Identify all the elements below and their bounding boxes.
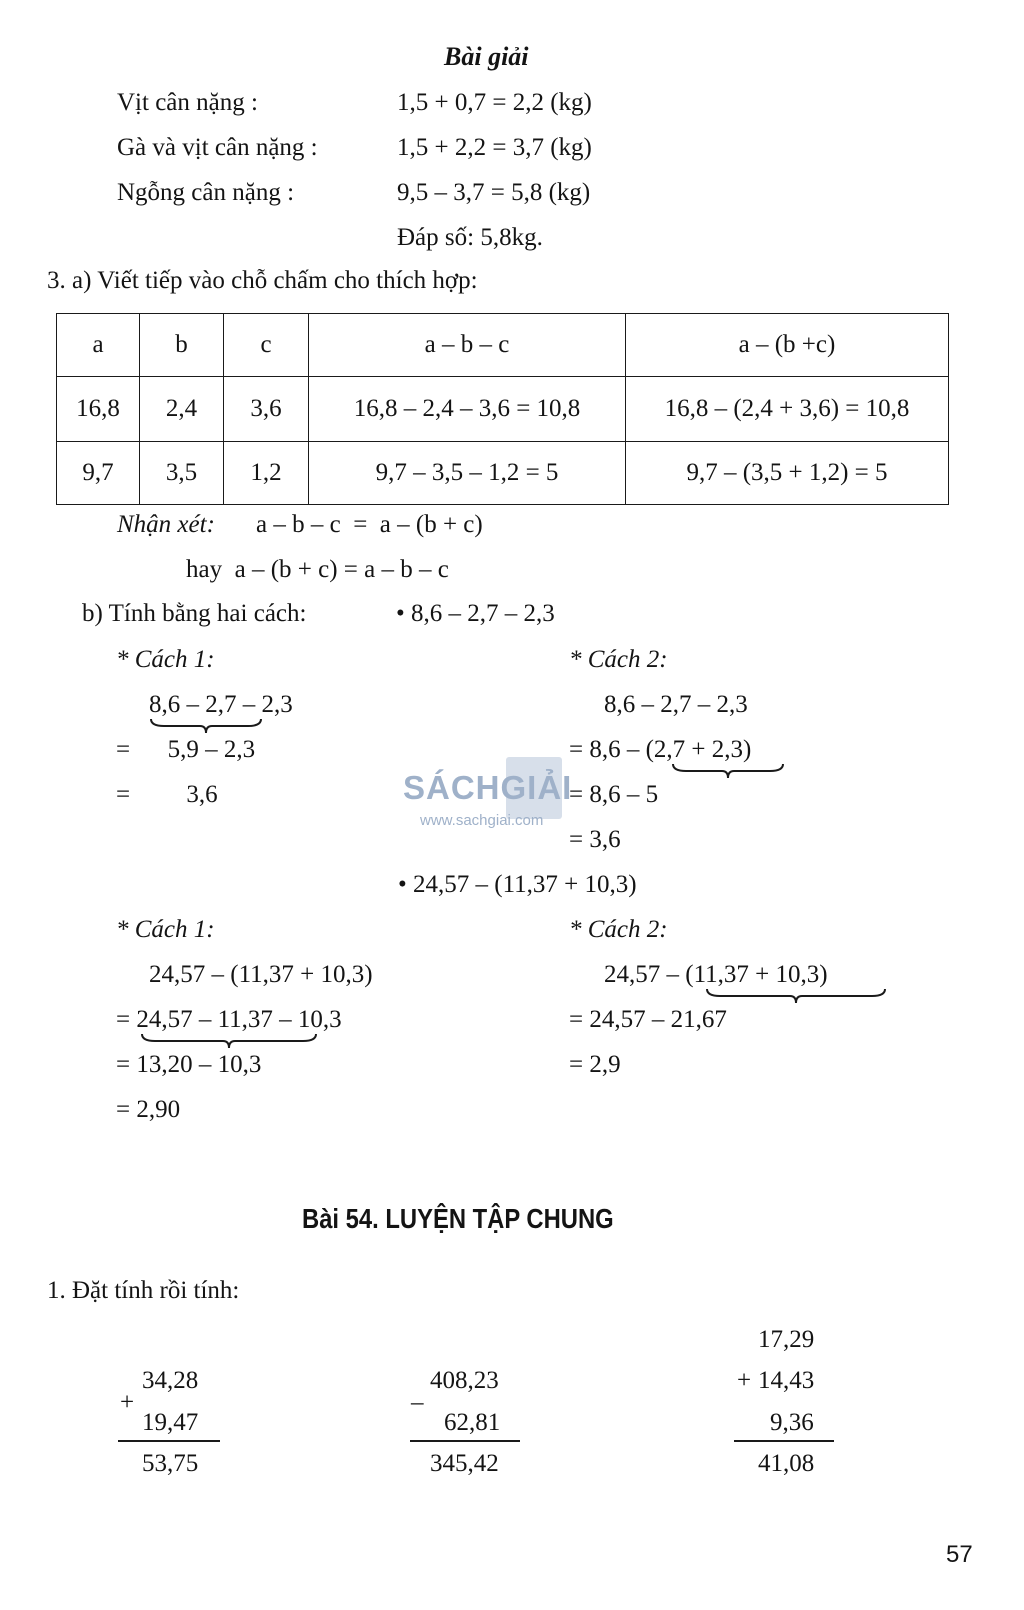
table-cell: 16,8 – (2,4 + 3,6) = 10,8 <box>626 377 949 442</box>
table-cell: 3,5 <box>140 442 224 505</box>
calc-line: = 2,90 <box>116 1096 181 1123</box>
table-cell: 16,8 – 2,4 – 3,6 = 10,8 <box>309 377 626 442</box>
calc-1-result: 53,75 <box>142 1450 199 1477</box>
solution-expr-chicken-duck: 1,5 + 2,2 = 3,7 (kg) <box>397 134 592 161</box>
calc-1-top: 34,28 <box>142 1367 199 1394</box>
calc-1-rule <box>118 1440 220 1442</box>
solution-label-duck: Vịt cân nặng : <box>117 89 258 116</box>
remark-line-1: a – b – c = a – (b + c) <box>256 511 483 538</box>
solution-expr-duck: 1,5 + 0,7 = 2,2 (kg) <box>397 89 592 116</box>
calc-3-result: 41,08 <box>758 1450 815 1477</box>
calc-line: 24,57 – (11,37 + 10,3) <box>604 961 828 988</box>
table-cell: 9,7 <box>57 442 140 505</box>
solution-label-chicken-duck: Gà và vịt cân nặng : <box>117 134 318 161</box>
exercise-1-heading: 1. Đặt tính rồi tính: <box>47 1277 240 1304</box>
remark-label: Nhận xét: <box>117 511 215 538</box>
calc-1-bottom: 19,47 <box>142 1409 199 1436</box>
exercise-3b-heading: b) Tính bằng hai cách: <box>82 600 307 627</box>
calc-line: = 13,20 – 10,3 <box>116 1051 262 1078</box>
table-row <box>57 377 949 442</box>
method-1-label: * Cách 1: <box>116 916 215 943</box>
brace-icon <box>150 718 262 734</box>
table-header-cell: a – b – c <box>309 314 626 377</box>
calc-line: 24,57 – (11,37 + 10,3) <box>149 961 373 988</box>
calc-2-result: 345,42 <box>430 1450 499 1477</box>
table-header-cell: b <box>140 314 224 377</box>
expression-2: • 24,57 – (11,37 + 10,3) <box>398 871 637 898</box>
watermark-brand: SÁCHGIẢI <box>403 769 573 806</box>
calc-line: = 5,9 – 2,3 <box>116 736 256 763</box>
expression-table <box>56 313 949 505</box>
table-cell: 3,6 <box>224 377 309 442</box>
calc-1-operator: + <box>120 1389 135 1416</box>
watermark-url: www.sachgiai.com <box>420 812 544 829</box>
calc-2-operator: – <box>411 1389 424 1416</box>
expression-1: • 8,6 – 2,7 – 2,3 <box>396 600 555 627</box>
page-number: 57 <box>946 1541 973 1568</box>
method-2-label: * Cách 2: <box>569 646 668 673</box>
method-1-label: * Cách 1: <box>116 646 215 673</box>
brace-icon <box>141 1033 317 1049</box>
calc-line: = 8,6 – (2,7 + 2,3) <box>569 736 752 763</box>
calc-3-rule <box>734 1440 834 1442</box>
method-2-label: * Cách 2: <box>569 916 668 943</box>
calc-line: = 8,6 – 5 <box>569 781 659 808</box>
table-row <box>57 442 949 505</box>
exercise-3a-heading: 3. a) Viết tiếp vào chỗ chấm cho thích hợp: <box>47 267 478 294</box>
calc-3-bottom: 9,36 <box>770 1409 814 1436</box>
table-header-cell: a – (b +c) <box>626 314 949 377</box>
calc-2-rule <box>410 1440 520 1442</box>
table-cell: 9,7 – (3,5 + 1,2) = 5 <box>626 442 949 505</box>
table-header-cell: a <box>57 314 140 377</box>
calc-line: 8,6 – 2,7 – 2,3 <box>604 691 748 718</box>
calc-2-bottom: 62,81 <box>444 1409 501 1436</box>
solution-label-goose: Ngỗng cân nặng : <box>117 179 295 206</box>
brace-icon <box>672 763 784 779</box>
lesson-title: Bài 54. LUYỆN TẬP CHUNG <box>302 1203 614 1234</box>
table-cell: 9,7 – 3,5 – 1,2 = 5 <box>309 442 626 505</box>
calc-line: 8,6 – 2,7 – 2,3 <box>149 691 293 718</box>
calc-2-top: 408,23 <box>430 1367 499 1394</box>
table-cell: 2,4 <box>140 377 224 442</box>
table-cell: 16,8 <box>57 377 140 442</box>
table-cell: 1,2 <box>224 442 309 505</box>
solution-heading: Bài giải <box>444 42 529 71</box>
solution-answer: Đáp số: 5,8kg. <box>397 224 543 251</box>
calc-line: = 3,6 <box>569 826 621 853</box>
calc-line: = 24,57 – 21,67 <box>569 1006 727 1033</box>
calc-3-middle: 14,43 <box>758 1367 815 1394</box>
solution-expr-goose: 9,5 – 3,7 = 5,8 (kg) <box>397 179 591 206</box>
table-header-row <box>57 314 949 377</box>
table-header-cell: c <box>224 314 309 377</box>
brace-icon <box>706 988 886 1004</box>
calc-3-top: 17,29 <box>758 1326 815 1353</box>
calc-line: = 2,9 <box>569 1051 621 1078</box>
calc-3-operator: + <box>737 1367 752 1394</box>
calc-line: = 24,57 – 11,37 – 10,3 <box>116 1006 342 1033</box>
remark-line-2: hay a – (b + c) = a – b – c <box>186 556 449 583</box>
calc-line: = 3,6 <box>116 781 218 808</box>
